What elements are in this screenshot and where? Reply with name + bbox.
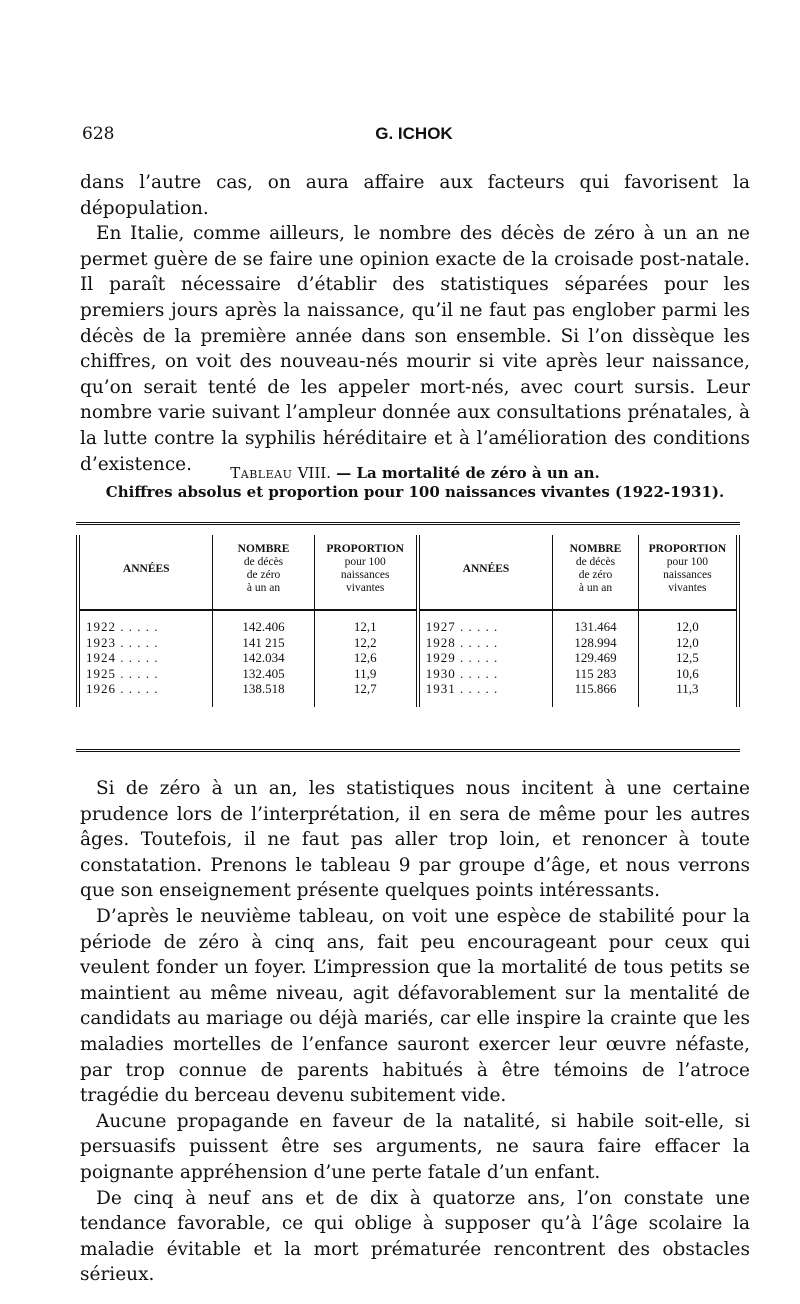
cell-proportion: 12,2	[314, 635, 418, 651]
table-row	[78, 610, 738, 635]
cell-deaths: 115 283	[553, 666, 638, 682]
cell-year: 1924 . . . . .	[78, 650, 213, 666]
header-annees-left: ANNÉES	[78, 535, 213, 610]
cell-deaths: 141 215	[213, 635, 314, 651]
table-caption	[80, 464, 750, 502]
paragraph: D’après le neuvième tableau, on voit une espèce de stabilité pour la période de zéro à cinq ans, fait peu encourageant pour ceux qui veulent fonder un foyer. L’impression que la mortalité de tous petits se maintient au même niveau, agit défavorablement sur la mentalité de candidats au mariage ou déjà mariés, car elle inspire la crainte que les maladies mortelles de l’enfance sauront exercer leur œuvre néfaste, par trop connue de parents habitués à être témoins de l’atroce tragédie du berceau devenu subitement vide.	[80, 905, 750, 1107]
cell-year: 1926 . . . . .	[78, 681, 213, 707]
cell-proportion: 12,0	[638, 635, 738, 651]
mortality-table-grid	[76, 535, 740, 707]
cell-year: 1923 . . . . .	[78, 635, 213, 651]
text-block-top	[80, 170, 750, 477]
paragraph: dans l’autre cas, on aura affaire aux facteurs qui favorisent la dépopulation.	[80, 172, 750, 219]
header-nombre-right: NOMBRE de décès de zéro à un an	[553, 535, 638, 610]
cell-year: 1927 . . . . .	[418, 610, 553, 635]
table-row	[78, 635, 738, 651]
cell-proportion: 12,5	[638, 650, 738, 666]
cell-deaths: 132.405	[213, 666, 314, 682]
cell-deaths: 131.464	[553, 610, 638, 635]
header-proportion-right: PROPORTION pour 100 naissances vivantes	[638, 535, 738, 610]
mortality-table	[76, 522, 740, 752]
table-row	[78, 681, 738, 707]
cell-year: 1925 . . . . .	[78, 666, 213, 682]
cell-year: 1929 . . . . .	[418, 650, 553, 666]
cell-proportion: 12,0	[638, 610, 738, 635]
cell-year: 1930 . . . . .	[418, 666, 553, 682]
cell-proportion: 12,6	[314, 650, 418, 666]
cell-deaths: 128.994	[553, 635, 638, 651]
paragraph: De cinq à neuf ans et de dix à quatorze ans, l’on constate une tendance favorable, ce qui oblige à supposer qu’à l’âge scolaire la maladie évitable et la mort prématurée rencontrent des obstacles sérieux.	[80, 1187, 750, 1286]
table-label: Tableau	[230, 464, 293, 482]
cell-deaths: 129.469	[553, 650, 638, 666]
running-title: G. ICHOK	[375, 124, 453, 143]
table-row	[78, 650, 738, 666]
cell-proportion: 12,1	[314, 610, 418, 635]
cell-deaths: 142.406	[213, 610, 314, 635]
cell-year: 1928 . . . . .	[418, 635, 553, 651]
page-number: 628	[82, 124, 115, 144]
text-block-bottom	[80, 776, 750, 1288]
header-nombre-left: NOMBRE de décès de zéro à un an	[213, 535, 314, 610]
table-caption-subtitle: Chiffres absolus et proportion pour 100 naissances vivantes (1922-1931).	[105, 483, 725, 501]
cell-deaths: 138.518	[213, 681, 314, 707]
cell-year: 1931 . . . . .	[418, 681, 553, 707]
header-annees-right: ANNÉES	[418, 535, 553, 610]
table-number: VIII.	[297, 464, 331, 482]
cell-deaths: 142.034	[213, 650, 314, 666]
cell-year: 1922 . . . . .	[78, 610, 213, 635]
paragraph: Aucune propagande en faveur de la natalité, si habile soit-elle, si persuasifs puissent être ses arguments, ne saura faire effacer la poignante appréhension d’une perte fatale d’un enfant.	[80, 1110, 750, 1183]
header-proportion-left: PROPORTION pour 100 naissances vivantes	[314, 535, 418, 610]
paragraph: Si de zéro à un an, les statistiques nous incitent à une certaine prudence lors de l’interprétation, il en sera de même pour les autres âges. Toutefois, il ne faut pas aller trop loin, et renoncer à toute constatation. Prenons le tableau 9 par groupe d’âge, et nous verrons que son enseignement présente quelques points intéressants.	[80, 778, 750, 902]
cell-proportion: 12,7	[314, 681, 418, 707]
page-header	[80, 124, 748, 148]
cell-proportion: 11,9	[314, 666, 418, 682]
paragraph: En Italie, comme ailleurs, le nombre des décès de zéro à un an ne permet guère de se faire une opinion exacte de la croisade post-natale. Il paraît nécessaire d’établir des statistiques séparées pour les premiers jours après la naissance, qu’il ne faut pas englober parmi les décès de la première année dans son ensemble. Si l’on dissèque les chiffres, on voit des nouveau-nés mourir si vite après leur naissance, qu’on serait tenté de les appeler mort-nés, avec court sursis. Leur nombre varie suivant l’ampleur donnée aux consultations prénatales, à la lutte contre la syphilis héréditaire et à l’amélioration des conditions d’existence.	[80, 223, 750, 475]
table-header-row	[78, 535, 738, 610]
table-title: — La mortalité de zéro à un an.	[336, 464, 600, 482]
cell-proportion: 11,3	[638, 681, 738, 707]
cell-proportion: 10,6	[638, 666, 738, 682]
table-caption-title	[80, 464, 750, 483]
table-row	[78, 666, 738, 682]
cell-deaths: 115.866	[553, 681, 638, 707]
